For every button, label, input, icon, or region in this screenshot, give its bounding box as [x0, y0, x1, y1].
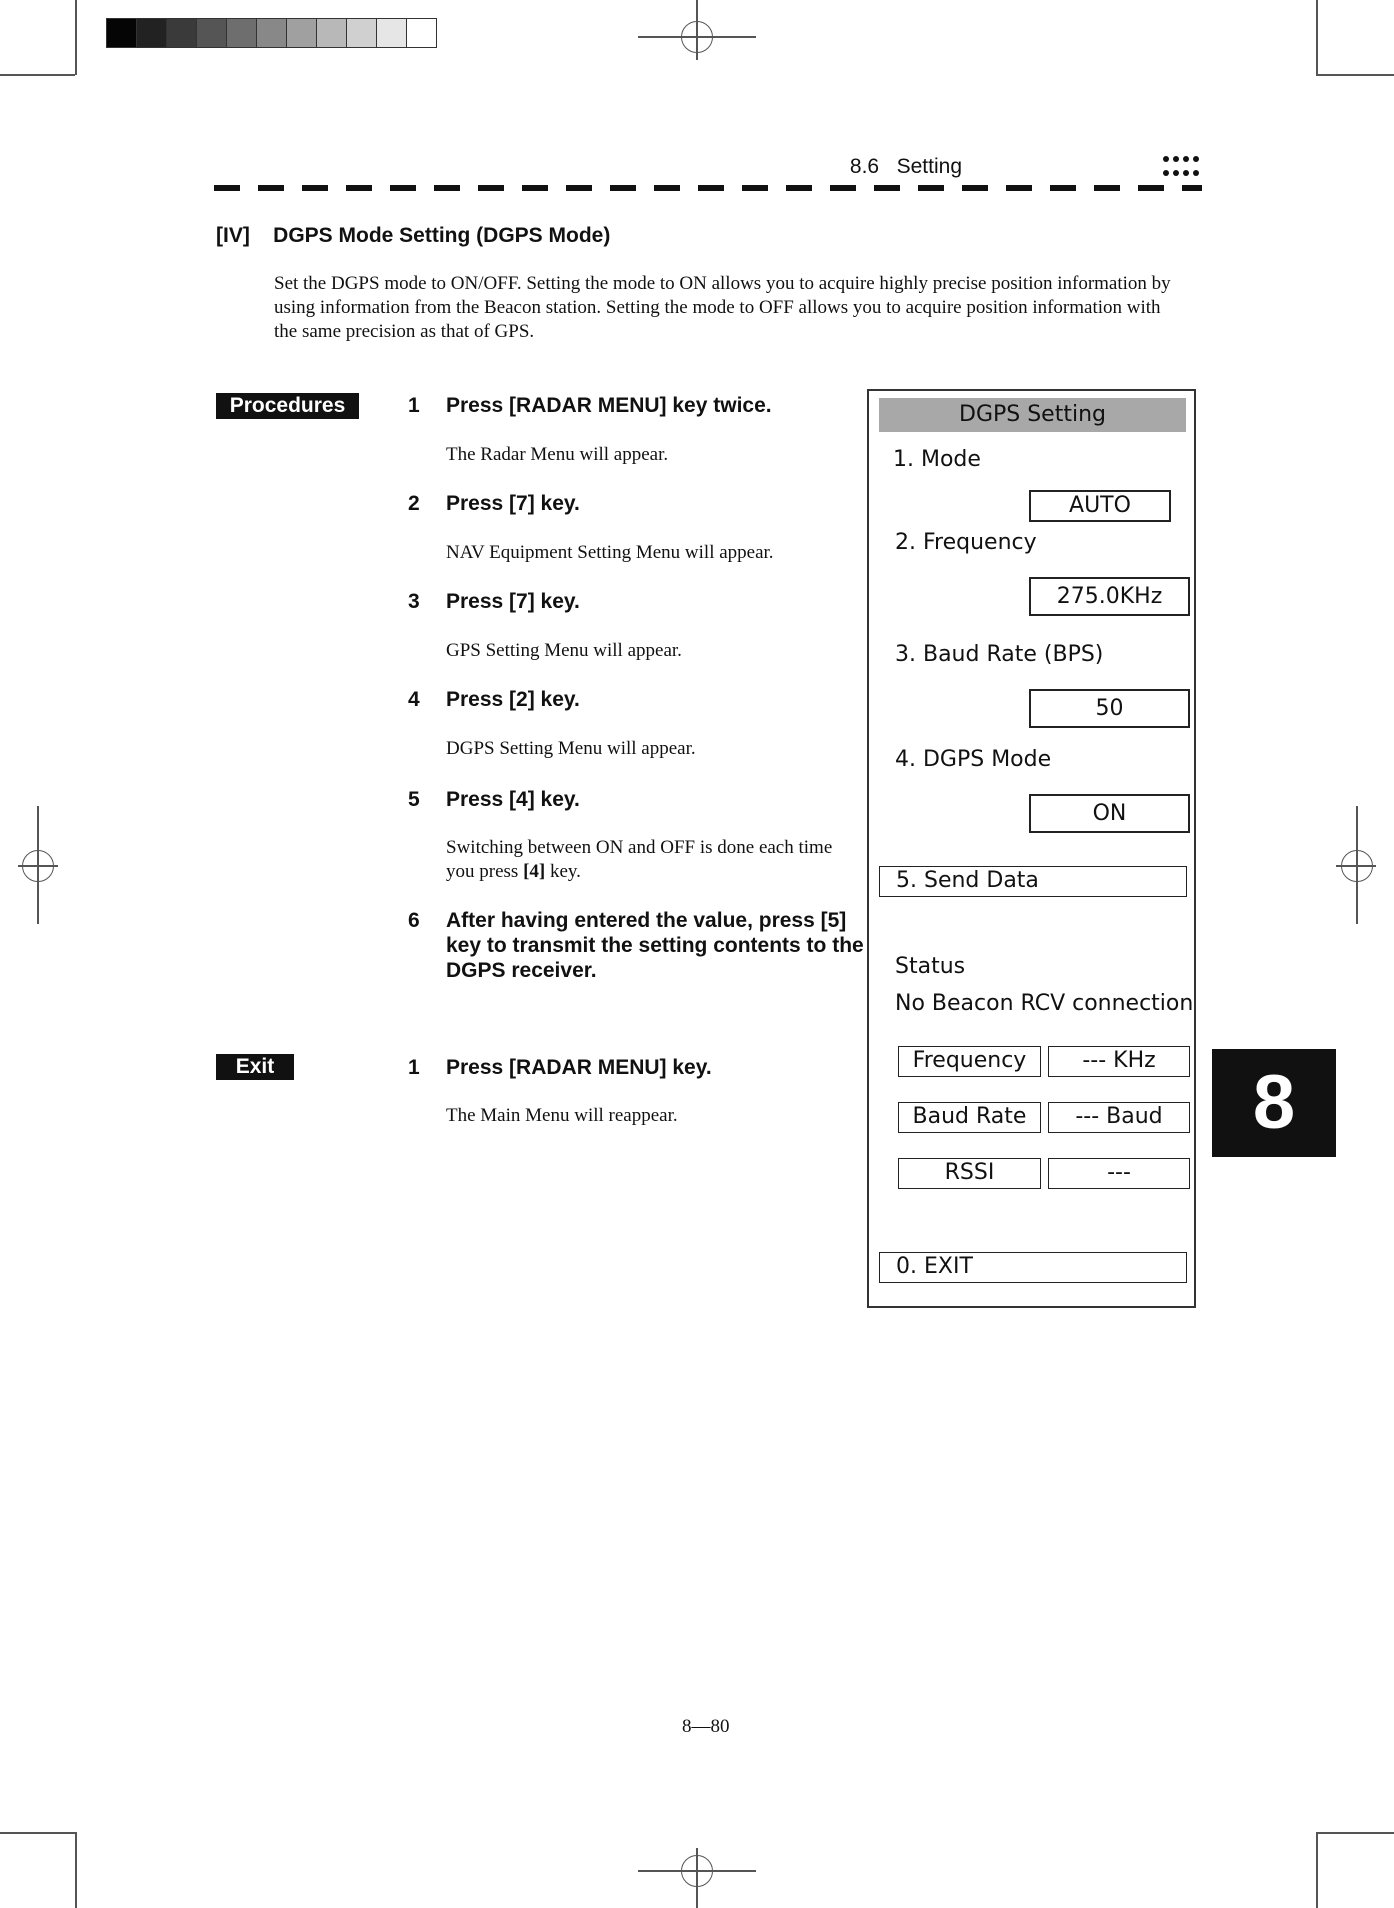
step-number: 2 — [408, 492, 420, 515]
status-text: No Beacon RCV connection — [895, 991, 1194, 1016]
step-note: The Main Menu will reappear. — [446, 1105, 678, 1126]
exit-button[interactable]: 0. EXIT — [879, 1252, 1187, 1283]
registration-mark — [681, 1855, 713, 1887]
registration-mark — [681, 21, 713, 53]
frequency-value[interactable]: 275.0KHz — [1029, 577, 1190, 616]
crop-mark — [1316, 1832, 1318, 1908]
frequency-label: 2. Frequency — [895, 530, 1037, 555]
page-number: 8—80 — [682, 1716, 730, 1737]
registration-mark — [1341, 850, 1373, 882]
crop-mark — [75, 1832, 77, 1908]
step-text: After having entered the value, press [5] key to transmit the setting contents to the DGPS receiver. — [446, 909, 864, 982]
mode-label: 1. Mode — [893, 447, 981, 472]
step-note — [446, 836, 846, 884]
crop-mark — [1316, 0, 1318, 75]
status-baud-value: --- Baud — [1048, 1102, 1190, 1133]
status-frequency-value: --- KHz — [1048, 1046, 1190, 1077]
header-dots-icon — [1163, 154, 1203, 184]
mode-value[interactable]: AUTO — [1029, 490, 1171, 522]
step-note-text: Switching between ON and OFF is done each time you press — [446, 837, 833, 882]
status-rssi-value: --- — [1048, 1158, 1190, 1189]
panel-title: DGPS Setting — [879, 398, 1186, 432]
section-title: [IV] DGPS Mode Setting (DGPS Mode) — [216, 224, 611, 247]
step-note: DGPS Setting Menu will appear. — [446, 738, 696, 759]
send-data-button[interactable]: 5. Send Data — [879, 866, 1187, 897]
step-number: 1 — [408, 394, 420, 417]
registration-mark — [22, 850, 54, 882]
crop-mark — [1316, 74, 1394, 76]
section-header: 8.6 Setting — [849, 155, 962, 178]
baud-rate-value[interactable]: 50 — [1029, 689, 1190, 728]
procedures-label: Procedures — [216, 393, 359, 419]
step-text: Press [7] key. — [446, 492, 580, 515]
step-note: The Radar Menu will appear. — [446, 444, 669, 465]
step-text: Press [RADAR MENU] key. — [446, 1056, 712, 1079]
status-frequency-label: Frequency — [898, 1046, 1041, 1077]
crop-mark — [0, 1832, 75, 1834]
step-number: 1 — [408, 1056, 420, 1079]
step-note-key: [4] — [523, 861, 546, 882]
step-text: Press [4] key. — [446, 788, 580, 811]
step-number: 6 — [408, 909, 420, 932]
step-text: Press [2] key. — [446, 688, 580, 711]
grayscale-bar — [106, 18, 437, 48]
status-label: Status — [895, 954, 966, 979]
dgps-mode-label: 4. DGPS Mode — [895, 747, 1052, 772]
step-text: Press [7] key. — [446, 590, 580, 613]
step-number: 4 — [408, 688, 420, 711]
baud-rate-label: 3. Baud Rate (BPS) — [895, 642, 1104, 667]
exit-label: Exit — [216, 1054, 294, 1080]
intro-paragraph: Set the DGPS mode to ON/OFF. Setting the mode to ON allows you to acquire highly precise position information by using information from the Beacon station. Setting the mode to OFF allows you to acquire position information with the same precision as that of GPS. — [274, 273, 1171, 342]
header-divider — [214, 185, 1202, 191]
step-note-text: key. — [545, 861, 581, 882]
step-number: 5 — [408, 788, 420, 811]
crop-mark — [75, 0, 77, 75]
chapter-tab: 8 — [1212, 1049, 1336, 1157]
status-baud-label: Baud Rate — [898, 1102, 1041, 1133]
step-note: GPS Setting Menu will appear. — [446, 640, 682, 661]
dgps-mode-value[interactable]: ON — [1029, 794, 1190, 833]
status-rssi-label: RSSI — [898, 1158, 1041, 1189]
step-text: Press [RADAR MENU] key twice. — [446, 394, 772, 417]
step-number: 3 — [408, 590, 420, 613]
crop-mark — [0, 74, 75, 76]
step-note: NAV Equipment Setting Menu will appear. — [446, 542, 774, 563]
crop-mark — [1316, 1832, 1394, 1834]
